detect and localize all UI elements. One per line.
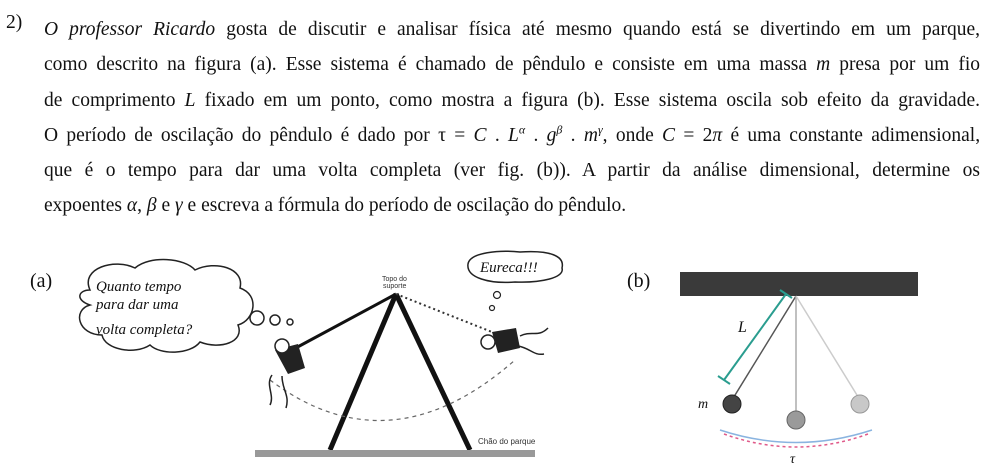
thought-line-3: volta completa?: [96, 322, 193, 338]
question-segment: e: [156, 195, 175, 217]
question-segment: α: [126, 195, 138, 217]
question-segment: L: [184, 89, 196, 111]
question-segment: .: [525, 124, 547, 146]
question-segment: presa por um fio: [830, 54, 980, 76]
question-segment: g: [546, 124, 557, 146]
period-label: τ: [790, 452, 796, 467]
figure-b-label: (b): [627, 270, 651, 292]
question-segment: e escreva a fórmula do período de oscilação do pêndulo.: [182, 195, 627, 217]
mass-label: m: [698, 397, 709, 412]
question-segment: gosta de discutir e analisar física até mesmo quando está se divertindo em um parque,: [215, 19, 980, 40]
question-segment: expoentes: [44, 195, 127, 217]
question-text: [44, 12, 980, 224]
swing-support: [255, 294, 535, 457]
question-segment: β: [556, 122, 563, 137]
top-label-line-1: Topo do: [382, 276, 407, 283]
question-segment: L: [508, 124, 519, 146]
question-segment: m: [816, 54, 831, 76]
question-segment: β: [146, 195, 157, 217]
question-segment: é uma constante adimensional,: [722, 124, 981, 146]
question-segment: O professor Ricardo: [44, 19, 216, 40]
question-line-1: [44, 12, 980, 47]
figure-a-swing-illustration: [60, 250, 580, 465]
question-segment: m: [583, 124, 598, 146]
figure-a-label: (a): [30, 270, 53, 292]
person-swinging-left: [269, 339, 305, 408]
question-segment: C: [473, 124, 487, 146]
figure-b-pendulum: [680, 270, 920, 469]
question-segment: .: [562, 124, 584, 146]
question-segment: como descrito na figura (a). Esse sistema é chamado de pêndulo e consiste em uma massa: [44, 54, 817, 76]
question-segment: fixado em um ponto, como mostra a figura (b). Esse sistema oscila sob efeito da gravidade.: [195, 89, 980, 111]
thought-line-2: para dar uma: [96, 297, 179, 313]
question-segment: γ: [174, 195, 183, 217]
question-segment: γ: [597, 122, 603, 137]
pendulum-ceiling: [680, 272, 918, 296]
question-segment: α: [518, 122, 526, 137]
question-segment: ,: [137, 195, 147, 217]
question-line-3: [44, 83, 980, 118]
question-line-4: [44, 118, 980, 153]
question-segment: , onde: [602, 124, 663, 146]
length-label: L: [738, 319, 747, 336]
length-marker: [724, 294, 786, 380]
pendulum-bob-center: [787, 411, 805, 429]
ground-label: Chão do parque: [478, 437, 536, 446]
pendulum-bob-right: [851, 395, 869, 413]
question-line-5: [44, 153, 980, 188]
question-line-2: [44, 47, 980, 82]
question-segment: π: [712, 124, 723, 146]
question-segment: de comprimento: [44, 89, 185, 111]
question-number: 2): [6, 12, 23, 33]
question-segment: que é o tempo para dar uma volta completa (ver fig. (b)). A partir da análise dimensional, determine os: [44, 160, 980, 182]
question-line-6: [44, 188, 980, 223]
speech-bubble: [468, 251, 562, 310]
thought-bubble: [80, 260, 293, 353]
pendulum-bob-left: [723, 395, 741, 413]
speech-text: Eureca!!!: [480, 260, 538, 276]
question-segment: = 2: [675, 124, 713, 146]
top-label-line-2: suporte: [383, 283, 407, 290]
thought-line-1: Quanto tempo: [96, 279, 182, 295]
question-segment: O período de oscilação do pêndulo é dado por τ =: [44, 124, 474, 146]
person-swinging-right: [481, 328, 548, 354]
question-segment: C: [662, 124, 676, 146]
question-segment: .: [486, 124, 508, 146]
